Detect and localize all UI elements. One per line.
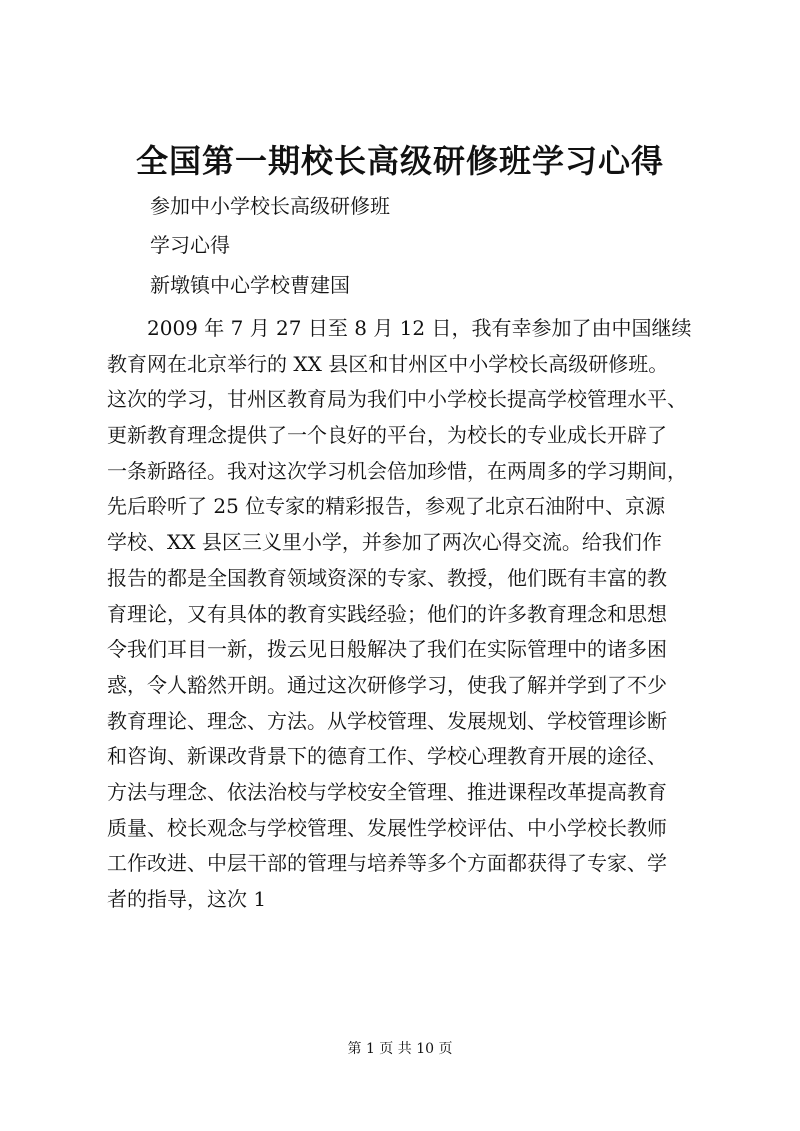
body-line: 教育网在北京举行的 XX 县区和甘州区中小学校长高级研修班。 — [107, 351, 669, 376]
page-indicator: 第 1 页 共 10 页 — [347, 1041, 453, 1057]
body-line: 一条新路径。我对这次学习机会倍加珍惜，在两周多的学习期间， — [107, 458, 687, 483]
body-line: 2009 年 7 月 27 日至 8 月 12 日，我有幸参加了由中国继续 — [107, 316, 692, 340]
body-line: 育理论，又有具体的教育实践经验；他们的许多教育理念和思想 — [107, 601, 667, 626]
body-paragraph — [107, 311, 707, 918]
body-line: 和咨询、新课改背景下的德育工作、学校心理教育开展的途径、 — [107, 744, 667, 769]
body-line: 报告的都是全国教育领域资深的专家、教授，他们既有丰富的教 — [107, 565, 667, 590]
subtitle-line-1: 参加中小学校长高级研修班 — [150, 194, 390, 218]
body-line: 质量、校长观念与学校管理、发展性学校评估、中小学校长教师 — [107, 815, 667, 840]
body-line: 者的指导，这次 1 — [107, 887, 267, 911]
subtitle-line-2: 学习心得 — [150, 233, 230, 257]
body-line: 令我们耳目一新，拨云见日般解决了我们在实际管理中的诸多困 — [107, 637, 667, 662]
body-line: 惑，令人豁然开朗。通过这次研修学习，使我了解并学到了不少 — [107, 672, 667, 697]
body-line: 先后聆听了 25 位专家的精彩报告，参观了北京石油附中、京源 — [107, 494, 666, 519]
body-line: 方法与理念、依法治校与学校安全管理、推进课程改革提高教育 — [107, 779, 667, 804]
body-line: 更新教育理念提供了一个良好的平台，为校长的专业成长开辟了 — [107, 423, 667, 448]
body-line: 学校、XX 县区三义里小学，并参加了两次心得交流。给我们作 — [107, 530, 662, 555]
body-line: 这次的学习，甘州区教育局为我们中小学校长提高学校管理水平、 — [107, 387, 687, 412]
body-line: 工作改进、中层干部的管理与培养等多个方面都获得了专家、学 — [107, 851, 667, 876]
document-title: 全国第一期校长高级研修班学习心得 — [135, 142, 664, 180]
body-line: 教育理论、理念、方法。从学校管理、发展规划、学校管理诊断 — [107, 708, 667, 733]
subtitle-line-3: 新墩镇中心学校曹建国 — [150, 273, 350, 297]
